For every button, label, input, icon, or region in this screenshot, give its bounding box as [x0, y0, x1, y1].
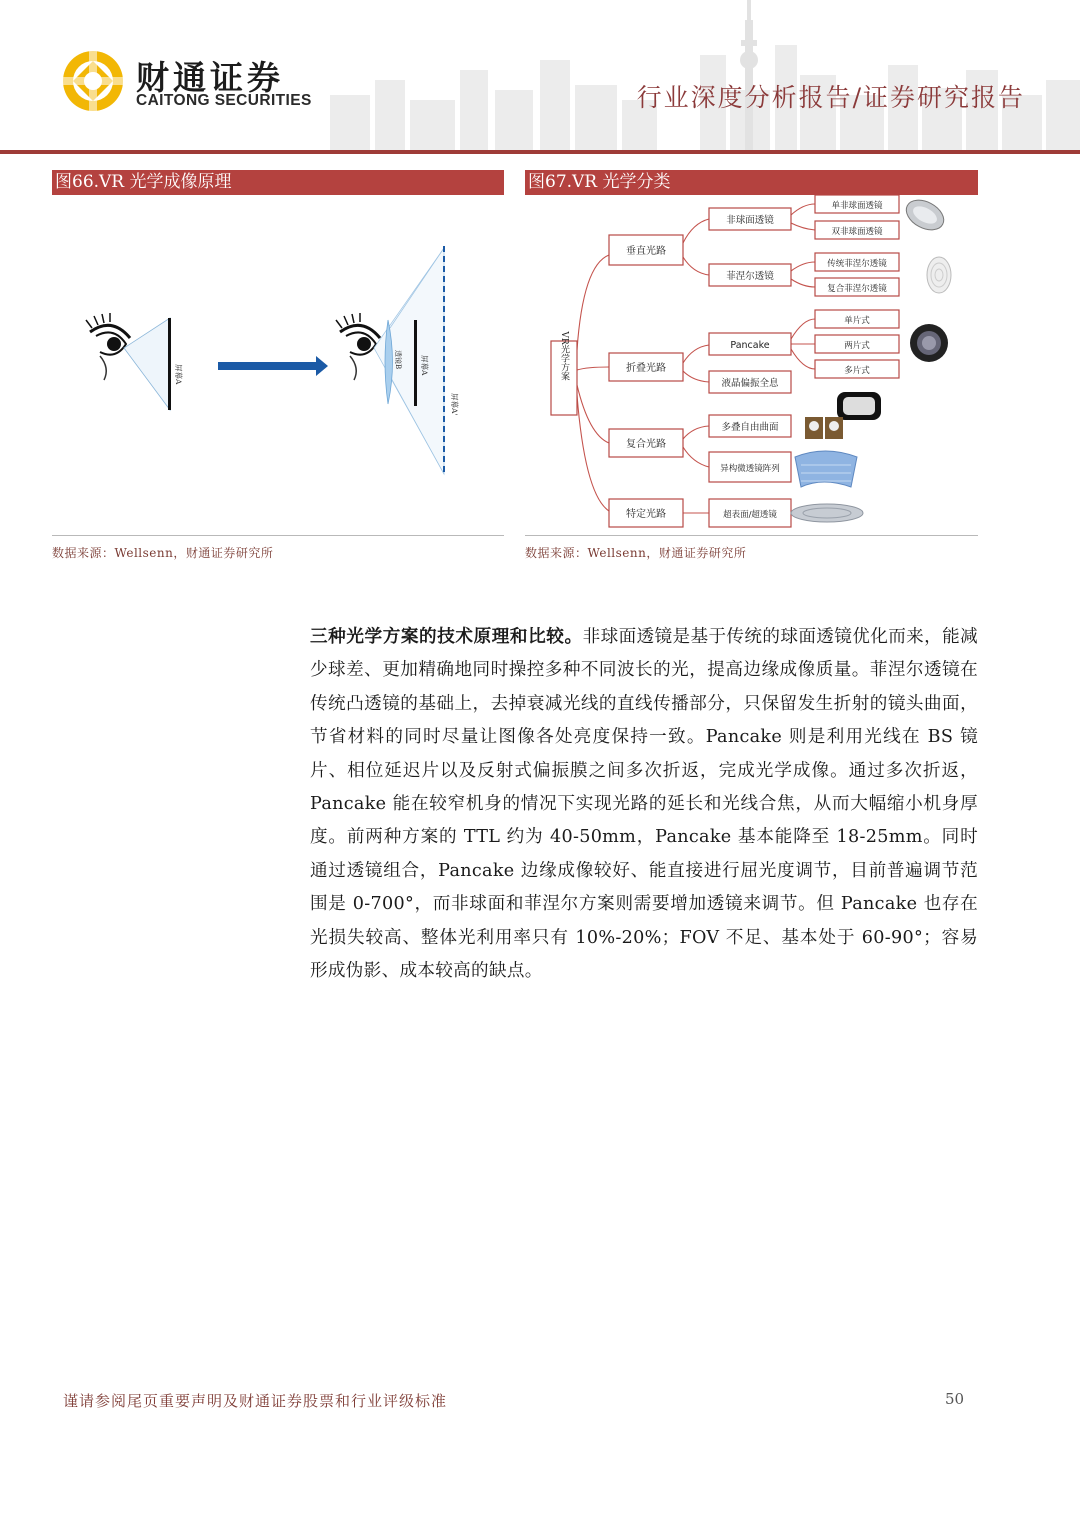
leaf-double-aspheric-label: 双非球面透镜 [831, 227, 883, 237]
body-text: 非球面透镜是基于传统的球面透镜优化而来，能减少球差、更加精确地同时操控多种不同波长的光，提高边缘成像质量。菲涅尔透镜在传统凸透镜的基础上，去掉衰减光线的直线传播部分，只保留发生折射的镜头曲面，节省材料的同时尽量让图像各处亮度保持一致。Pancake 则是利用光线在 BS 镜片、相位延迟片以及反射式偏振膜之间多次折返，完成光学成像。通过多次折返，Pancake 能在较窄机身的情况下实现光路的延长和光线合焦，从而大幅缩小机身厚度。前两种方案的 TTL 约为 40-50mm，Pancake 基本能降至 18-25mm。同时通过透镜组合，Pancake 边缘成像较好、能直接进行屈光度调节，目前普遍调节范围是 0-700°，而非球面和菲涅尔方案则需要增加透镜来调节。但 Pancake 也存在光损失较高、整体光利用率只有 10%-20%；FOV 不足、基本处于 60-90°；容易形成伪影、成本较高的缺点。 [310, 627, 978, 982]
figure-67-title: 图67.VR 光学分类 [525, 170, 978, 195]
pancake-lens-icon [910, 324, 948, 362]
tree-root-label: VR光学方案 [559, 331, 569, 381]
footer-disclaimer: 谨请参阅尾页重要声明及财通证券股票和行业评级标准 [63, 1392, 448, 1410]
branch-specific-label: 特定光路 [626, 509, 666, 520]
aspheric-lens-icon [901, 195, 949, 236]
fresnel-lens-icon [927, 257, 951, 293]
view-cone-left [124, 318, 170, 410]
caitong-logo-icon [60, 48, 126, 114]
leaf-traditional-fresnel-label: 传统菲涅尔透镜 [827, 259, 887, 269]
edge-pancake-multi [791, 349, 815, 369]
eye-icon-left [86, 313, 130, 380]
lc-holo-glasses-icon [837, 392, 881, 420]
child-mla-label: 异构微透镜阵列 [720, 464, 780, 474]
branch-vertical-label: 垂直光路 [626, 246, 666, 257]
microlens-array-icon [795, 451, 857, 487]
screen-a-virtual-label: 屏幕A' [450, 393, 459, 416]
edge-folded-lc [683, 371, 709, 382]
screen-a-label: 屏幕A [174, 364, 183, 385]
child-fresnel-label: 菲涅尔透镜 [726, 271, 774, 282]
edge-vertical-fresnel [683, 257, 709, 275]
child-metasurface-label: 超表面/超透镜 [723, 510, 777, 520]
edge-composite-freeform [683, 426, 709, 439]
edge-folded-pancake [683, 345, 709, 363]
figure-67-tree-diagram [525, 195, 978, 535]
leaf-single-pancake-label: 单片式 [844, 316, 870, 326]
edge-root-folded [577, 367, 609, 370]
child-lc-holo-label: 液晶偏振全息 [721, 378, 779, 389]
leaf-double-pancake-label: 两片式 [844, 341, 870, 351]
screen-a2-label: 屏幕A [420, 355, 429, 376]
edge-pancake-single [791, 319, 815, 339]
figure-67-source: 数据来源：Wellsenn，财通证券研究所 [525, 546, 747, 560]
screen-a-right [414, 320, 417, 406]
edge-root-composite [577, 385, 609, 443]
edge-vertical-aspheric [683, 219, 709, 243]
leaf-composite-fresnel-label: 复合菲涅尔透镜 [827, 284, 887, 294]
company-name-en: CAITONG SECURITIES [136, 92, 312, 109]
child-freeform-label: 多叠自由曲面 [721, 422, 779, 433]
child-aspheric-label: 非球面透镜 [726, 215, 774, 226]
transform-arrow-icon [218, 356, 328, 376]
figure-66-source-divider [52, 535, 504, 536]
edge-fresnel-composite [791, 279, 815, 287]
body-lead: 三种光学方案的技术原理和比较。 [310, 627, 583, 647]
branch-folded-label: 折叠光路 [626, 363, 666, 374]
company-name-cn: 财通证券 [136, 58, 284, 97]
eye-icon-right [336, 313, 380, 380]
screen-a-left [168, 318, 171, 410]
freeform-optics-icon [805, 417, 843, 439]
lens-b-label: 透镜B [394, 350, 402, 370]
virtual-view-cone [374, 248, 444, 474]
page-header [0, 0, 1080, 160]
figure-67-source-divider [525, 535, 978, 536]
page-number: 50 [945, 1390, 965, 1408]
header-divider [0, 150, 1080, 154]
figure-66-diagram [52, 200, 504, 530]
branch-composite-label: 复合光路 [626, 439, 666, 450]
figure-66-title: 图66.VR 光学成像原理 [52, 170, 504, 195]
edge-fresnel-traditional [791, 262, 815, 271]
leaf-multi-pancake-label: 多片式 [844, 366, 870, 376]
edge-root-specific [577, 395, 609, 511]
edge-aspheric-double [791, 223, 815, 230]
child-pancake-label: Pancake [730, 340, 770, 351]
metasurface-lens-icon [791, 504, 863, 522]
report-type: 行业深度分析报告/证券研究报告 [636, 83, 1025, 112]
edge-root-vertical [577, 255, 609, 350]
edge-composite-mla [683, 447, 709, 467]
leaf-single-aspheric-label: 单非球面透镜 [831, 201, 883, 211]
edge-aspheric-single [791, 204, 815, 215]
body-paragraph [310, 621, 978, 988]
figure-66-source: 数据来源：Wellsenn，财通证券研究所 [52, 546, 274, 560]
